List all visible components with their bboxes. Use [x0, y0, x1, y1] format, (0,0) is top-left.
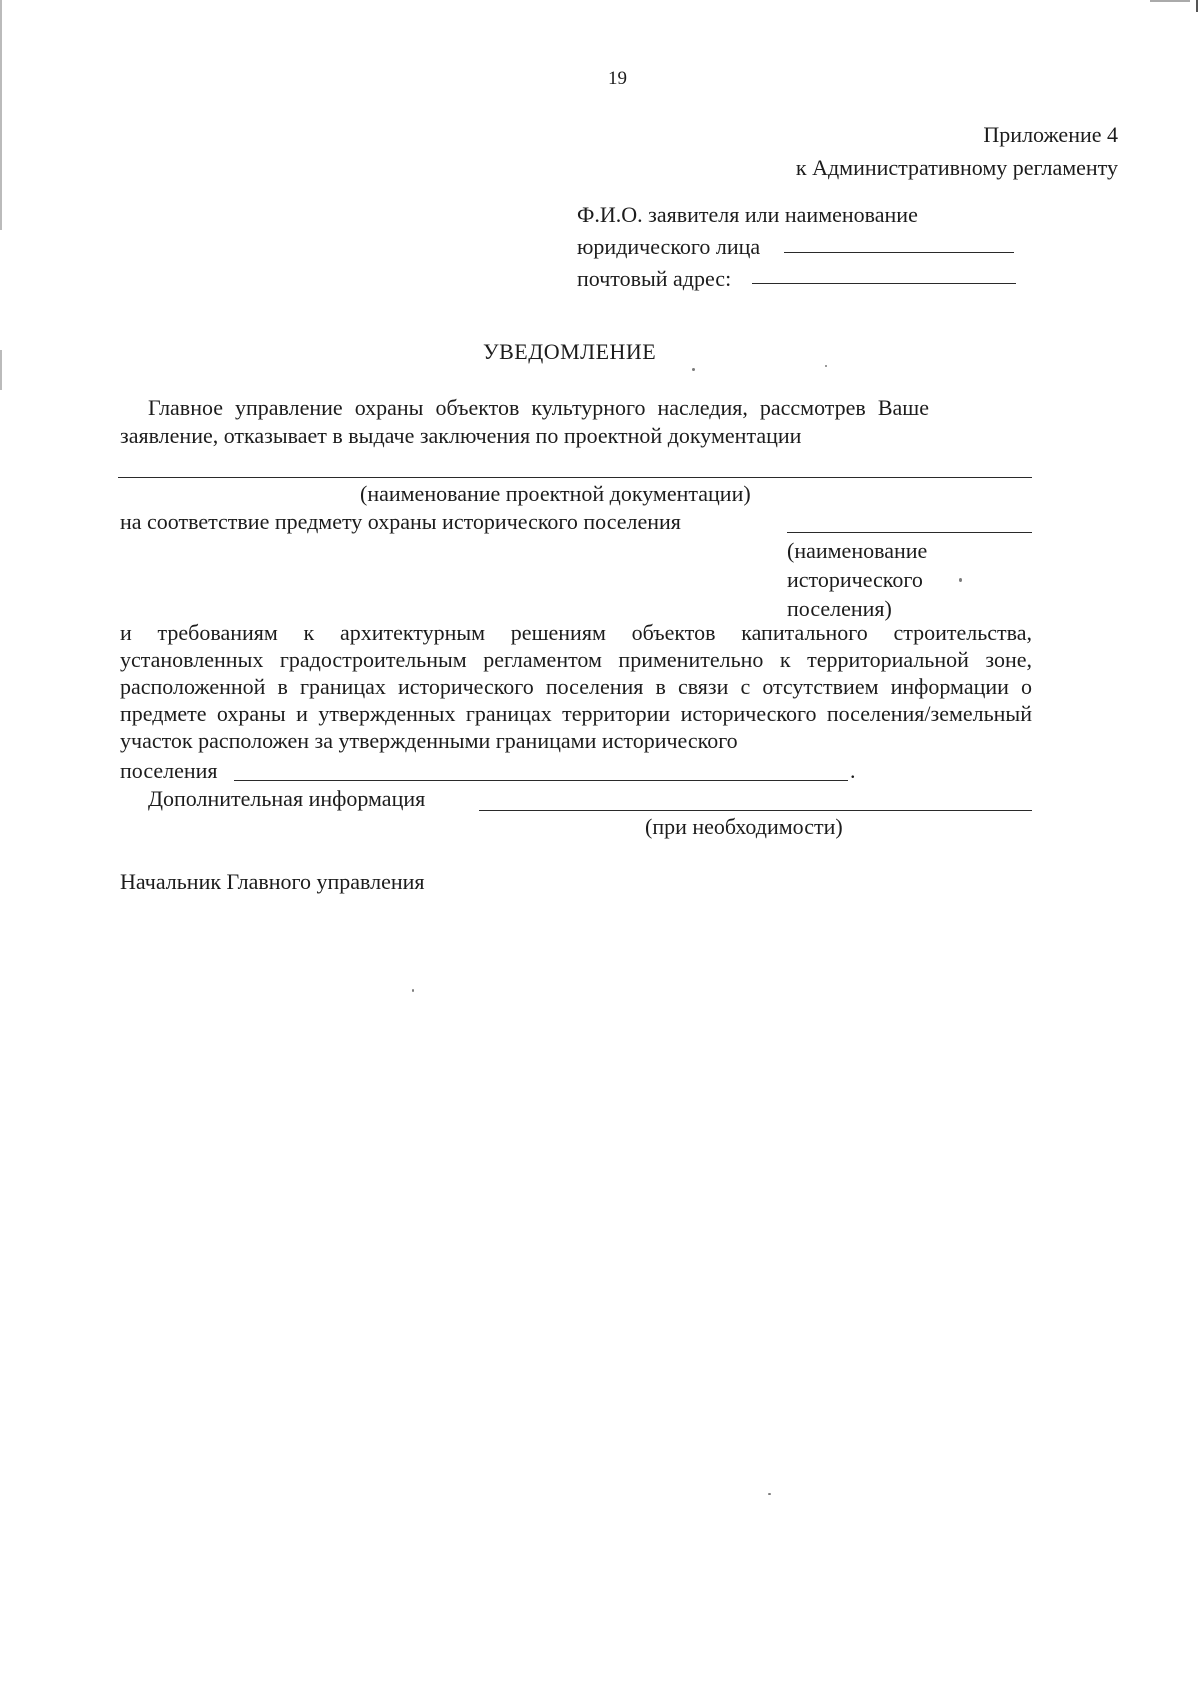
paragraph2-last-word: поселения	[120, 758, 218, 783]
paragraph2-period: .	[850, 758, 856, 783]
settlement-caption-line2: исторического	[787, 567, 923, 592]
page-number: 19	[608, 68, 627, 89]
addressee-name-label: Ф.И.О. заявителя или наименование	[577, 202, 918, 227]
appendix-reference: к Административному регламенту	[795, 155, 1118, 180]
scan-corner-mark	[1196, 0, 1198, 12]
scan-speck	[825, 365, 827, 367]
scan-speck	[768, 1493, 771, 1495]
paragraph2	[120, 619, 1032, 754]
document-title: УВЕДОМЛЕНИЕ	[483, 339, 657, 364]
paragraph2-text: и требованиям к архитектурным решениям объектов капитального строительства, установленных градостроительным регламентом применительно к территориальной зоне, расположенной в границах исторического поселения в связи с отсутствием информации о предмете охраны и утвержденных границах территории исторического поселения/земельный участок расположен за утвержденными границами исторического	[120, 620, 1032, 753]
addressee-legal-entity-label: юридического лица	[577, 234, 761, 259]
scan-speck	[412, 989, 414, 992]
settlement-caption-line1: (наименование	[787, 538, 928, 563]
legal-entity-blank-line	[784, 252, 1014, 253]
appendix-header	[796, 118, 1118, 184]
scan-corner-mark	[1150, 0, 1190, 2]
scan-margin-mark	[0, 0, 2, 230]
settlement-caption-line3: поселения)	[787, 596, 892, 621]
settlement-caption	[787, 536, 927, 623]
paragraph1-line1: Главное управление охраны объектов культурного наследия, рассмотрев Ваше	[148, 395, 929, 420]
project-docs-blank-line	[118, 477, 1032, 478]
scan-speck	[959, 578, 962, 582]
signature-title: Начальник Главного управления	[120, 869, 425, 894]
settlement-blank-line	[787, 532, 1032, 533]
scan-speck	[692, 368, 695, 371]
compliance-text: на соответствие предмету охраны исторического поселения	[120, 509, 681, 534]
project-docs-caption: (наименование проектной документации)	[360, 481, 751, 506]
additional-info-blank-line	[479, 810, 1032, 811]
scan-margin-mark	[0, 350, 2, 390]
additional-info-label: Дополнительная информация	[148, 786, 426, 811]
addressee-postal-label: почтовый адрес:	[577, 266, 732, 291]
addressee-block	[577, 199, 918, 295]
postal-address-blank-line	[752, 283, 1016, 284]
appendix-number: Приложение 4	[983, 122, 1118, 147]
paragraph1-line2: заявление, отказывает в выдаче заключения по проектной документации	[120, 423, 802, 448]
additional-info-caption: (при необходимости)	[645, 814, 843, 839]
settlement-name-blank-line	[234, 780, 848, 781]
